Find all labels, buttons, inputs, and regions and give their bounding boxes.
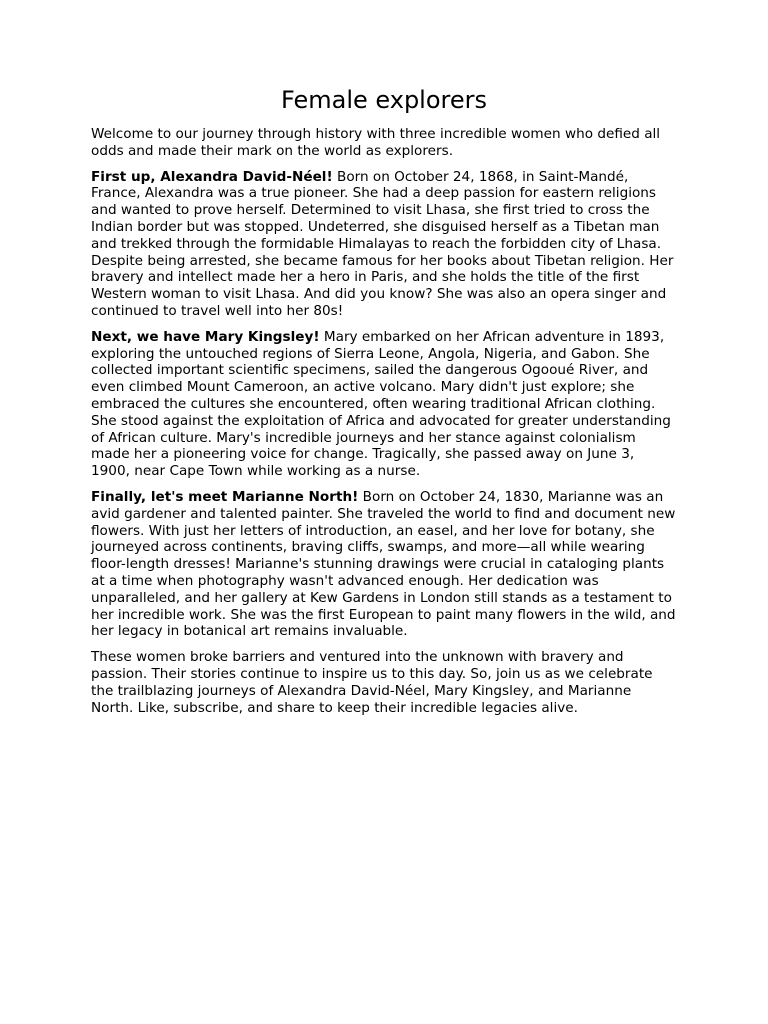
section-body: Born on October 24, 1868, in Saint-Mandé, France, Alexandra was a true pioneer. She had a deep passion for eastern religions and wanted to prove herself. Determined to visit Lhasa, she first tried to cross the Indian border but was stopped. Undeterred, she disguised herself as a Tibetan man and trekked through the formidable Himalayas to reach the forbidden city of Lhasa. Despite being arrested, she became famous for her books about Tibetan religion. Her bravery and intellect made her a hero in Paris, and she holds the title of the first Western woman to visit Lhasa. And did you know? She was also an opera singer and continued to travel well into her 80s! <box>91 168 674 319</box>
section-david-neel <box>91 169 677 320</box>
section-lead: Next, we have Mary Kingsley! <box>91 328 320 345</box>
document-page <box>91 85 677 725</box>
section-body: Born on October 24, 1830, Marianne was an avid gardener and talented painter. She traveled the world to find and document new flowers. With just her letters of introduction, an easel, and her love for botany, she journeyed across continents, braving cliffs, swamps, and more—all while wearing floor-length dresses! Marianne's stunning drawings were crucial in cataloging plants at a time when photography wasn't advanced enough. Her dedication was unparalleled, and her gallery at Kew Gardens in London still stands as a testament to her incredible work. She was the first European to paint many flowers in the wild, and her legacy in botanical art remains invaluable. <box>91 488 676 640</box>
section-kingsley <box>91 329 677 480</box>
intro-paragraph: Welcome to our journey through history with three incredible women who defied all odds and made their mark on the world as explorers. <box>91 126 661 159</box>
section-body: Mary embarked on her African adventure in 1893, exploring the untouched regions of Sierra Leone, Angola, Nigeria, and Gabon. She collected important scientific specimens, sailed the dangerous Ogooué River, and even climbed Mount Cameroon, an active volcano. Mary didn't just explore; she embraced the cultures she encountered, often wearing traditional African clothing. She stood against the exploitation of Africa and advocated for greater understanding of African culture. Mary's incredible journeys and her stance against colonialism made her a pioneering voice for change. Tragically, she passed away on June 3, 1900, near Cape Town while working as a nurse. <box>91 328 671 480</box>
document-title: Female explorers <box>280 86 487 114</box>
section-lead: First up, Alexandra David-Néel! <box>91 168 333 185</box>
closing-paragraph: These women broke barriers and ventured into the unknown with bravery and passion. Their stories continue to inspire us to this day. So, join us as we celebrate the trailblazing journeys of Alexandra David-Néel, Mary Kingsley, and Marianne North. Like, subscribe, and share to keep their incredible legacies alive. <box>91 649 653 716</box>
section-north <box>91 489 677 640</box>
section-lead: Finally, let's meet Marianne North! <box>91 488 359 505</box>
